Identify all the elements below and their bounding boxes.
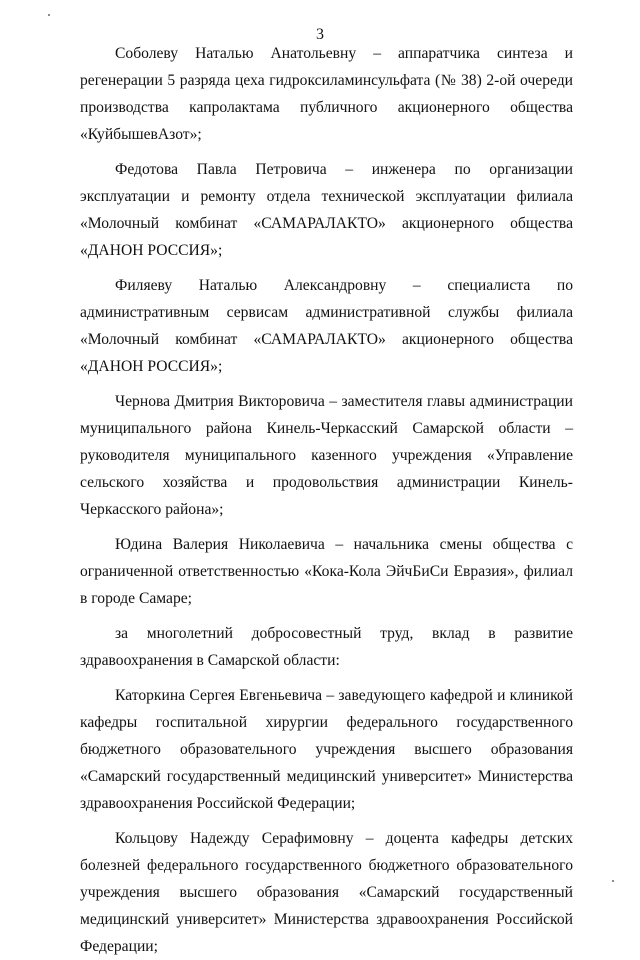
paragraph-fedotov: Федотова Павла Петровича – инженера по организации эксплуатации и ремонту отдела технической эксплуатации филиала «Молочный комбинат «САМАРАЛАКТО» акционерного общества «ДАНОН РОССИЯ»; [80, 161, 573, 259]
paragraph-sobolevа: Соболеву Наталью Анатольевну – аппаратчика синтеза и регенерации 5 разряда цеха гидроксиламинсульфата (№ 38) 2-ой очереди производства капролактама публичного акционерного общества «КуйбышевАзот»; [80, 45, 573, 143]
paragraph-katorkin: Каторкина Сергея Евгеньевича – заведующего кафедрой и клиникой кафедры госпитальной хирургии федерального государственного бюджетного образовательного учреждения высшего образования «Самарский государственный медицинский университет» Министерства здравоохранения Российской Федерации; [80, 687, 573, 812]
paragraph-filyaeva: Филяеву Наталью Александровну – специалиста по административным сервисам административной службы филиала «Молочный комбинат «САМАРАЛАКТО» акционерного общества «ДАНОН РОССИЯ»; [80, 277, 573, 375]
page-number: 3 [316, 26, 324, 43]
scan-artifact [48, 14, 50, 16]
section-heading-healthcare: за многолетний добросовестный труд, вклад в развитие здравоохранения в Самарской области: [80, 625, 573, 669]
document-body [80, 40, 573, 960]
paragraph-chernov: Чернова Дмитрия Викторовича – заместителя главы администрации муниципального района Кинель-Черкасский Самарской области – руководителя муниципального казенного учреждения «Управление сельского хозяйства и продовольствия администрации Кинель-Черкасского района»; [80, 393, 573, 518]
paragraph-yudin: Юдина Валерия Николаевича – начальника смены общества с ограниченной ответственностью «Кока-Кола ЭйчБиСи Евразия», филиал в городе Самаре; [80, 536, 573, 607]
scan-artifact [612, 880, 614, 882]
paragraph-koltsova: Кольцову Надежду Серафимовну – доцента кафедры детских болезней федерального государственного бюджетного образовательного учреждения высшего образования «Самарский государственный медицинский университет» Министерства здравоохранения Российской Федерации; [80, 830, 573, 955]
